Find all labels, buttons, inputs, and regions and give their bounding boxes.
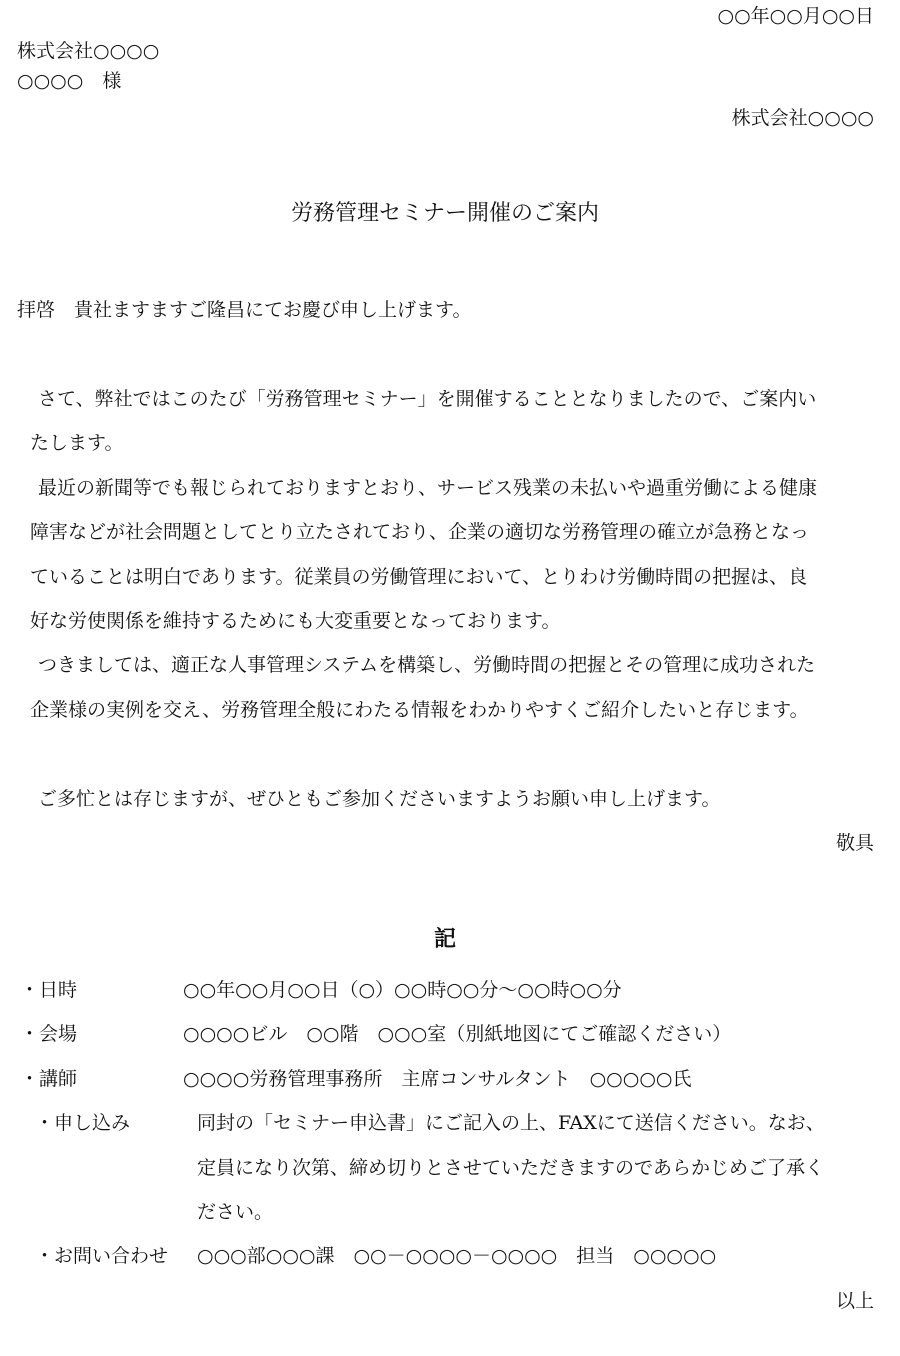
body-line: つきましては、適正な人事管理システムを構築し、労働時間の把握とその管理に成功された [38,654,816,676]
inquiry-label: ・お問い合わせ [35,1245,169,1267]
application-label: ・申し込み [35,1112,131,1134]
ki-heading: 記 [433,926,456,952]
keigu: 敬具 [835,832,874,854]
sender-company: 株式会社○○○○ [731,107,874,129]
datetime-value: ○○年○○月○○日（○）○○時○○分～○○時○○分 [183,979,622,1001]
application-line: 定員になり次第、締め切りとさせていただきますのであらかじめご了承く [197,1157,825,1179]
body-line: 企業様の実例を交え、労務管理全般にわたる情報をわかりやすくご紹介したいと存じます。 [30,699,809,721]
body-line: ていることは明白であります。従業員の労働管理において、とりわけ労働時間の把握は、良 [30,566,808,588]
body-line: たします。 [30,432,124,454]
application-line: ださい。 [197,1201,274,1223]
ijou: 以上 [835,1290,874,1312]
lecturer-label: ・講師 [20,1068,78,1090]
body-line: さて、弊社ではこのたび「労務管理セミナー」を開催することとなりましたので、ご案内い [38,388,817,410]
recipient-name: ○○○○ 様 [17,70,122,92]
lecturer-value: ○○○○労務管理事務所 主席コンサルタント ○○○○○氏 [183,1068,692,1090]
body-line: 障害などが社会問題としてとり立たされており、企業の適切な労務管理の確立が急務となっ [30,521,810,543]
inquiry-value: ○○○部○○○課 ○○－○○○○－○○○○ 担当 ○○○○○ [197,1245,717,1267]
venue-value: ○○○○ビル ○○階 ○○○室（別紙地図にてご確認ください） [183,1023,732,1045]
closing-request: ご多忙とは存じますが、ぜひともご参加くださいますようお願い申し上げます。 [38,788,721,810]
recipient-company: 株式会社○○○○ [17,40,160,62]
application-line: 同封の「セミナー申込書」にご記入の上、FAXにて送信ください。なお、 [197,1112,825,1134]
letter-title: 労務管理セミナー開催のご案内 [290,201,599,226]
body-line: 好な労使関係を維持するためにも大変重要となっております。 [30,610,561,632]
datetime-label: ・日時 [20,979,78,1001]
venue-label: ・会場 [20,1023,78,1045]
body-line: 最近の新聞等でも報じられておりますとおり、サービス残業の未払いや過重労働による健康 [38,477,818,499]
letter-date: ○○年○○月○○日 [717,5,874,27]
opening-greeting: 拝啓 貴社ますますご隆昌にてお慶び申し上げます。 [17,299,472,321]
